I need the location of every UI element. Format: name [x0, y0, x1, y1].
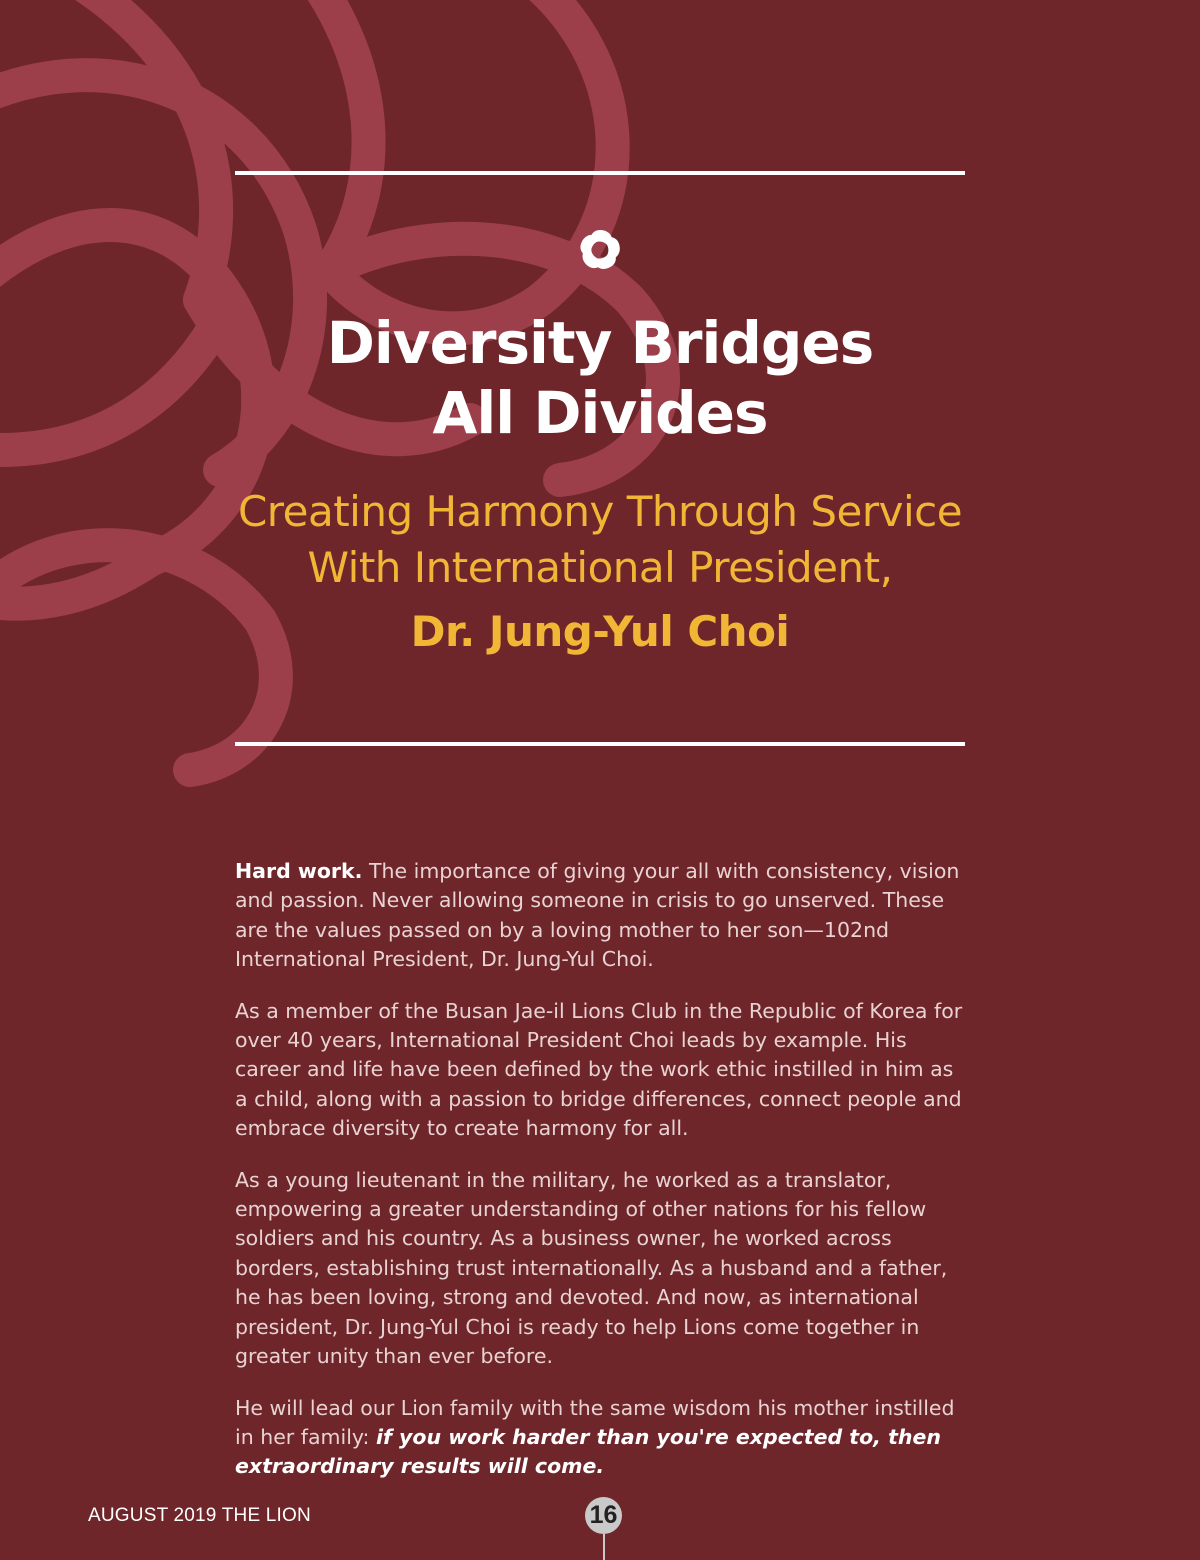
paragraph-text: He will lead our Lion family with the same wisdom his mother instilled in her family:: [235, 1395, 955, 1449]
closing-quote: if you work harder than you're expected to, then extraordinary results will come.: [235, 1424, 941, 1479]
lead-in: Hard work.: [235, 859, 363, 883]
title-line: Diversity Bridges: [326, 309, 874, 377]
flower-emblem-icon: [576, 226, 624, 274]
paragraph: [235, 857, 970, 975]
subtitle-line: With International President,: [307, 543, 893, 592]
subtitle-name: Dr. Jung-Yul Choi: [410, 607, 790, 656]
page-number-tick: [603, 1534, 605, 1560]
top-divider: [235, 171, 965, 175]
subtitle: [200, 484, 1000, 596]
page-number: 16: [585, 1497, 622, 1534]
paragraph: As a member of the Busan Jae-il Lions Club in the Republic of Korea for over 40 years, International President Choi leads by example. His career and life have been defined by the work ethic instilled in him as a child, along with a passion to bridge differences, connect people and embrace diversity to create harmony for all.: [235, 998, 963, 1141]
article-body: [235, 857, 970, 1504]
paragraph: As a young lieutenant in the military, he worked as a translator, empowering a greater understanding of other nations for his fellow soldiers and his country. As a business owner, he worked across borders, establishing trust internationally. As a husband and a father, he has been loving, strong and devoted. And now, as international president, Dr. Jung-Yul Choi is ready to help Lions come together in greater unity than ever before.: [235, 1167, 948, 1369]
paragraph-text: The importance of giving your all with consistency, vision and passion. Never allowing someone in crisis to go unserved. These are the values passed on by a loving mother to her son—102nd International President, Dr. Jung-Yul Choi.: [235, 859, 960, 972]
title-line: All Divides: [432, 379, 768, 447]
subtitle-line: Creating Harmony Through Service: [237, 487, 963, 536]
footer-publication: AUGUST 2019 THE LION: [88, 1505, 311, 1526]
bottom-divider: [235, 742, 965, 746]
paragraph: [235, 1394, 970, 1482]
page-title: [200, 308, 1000, 448]
